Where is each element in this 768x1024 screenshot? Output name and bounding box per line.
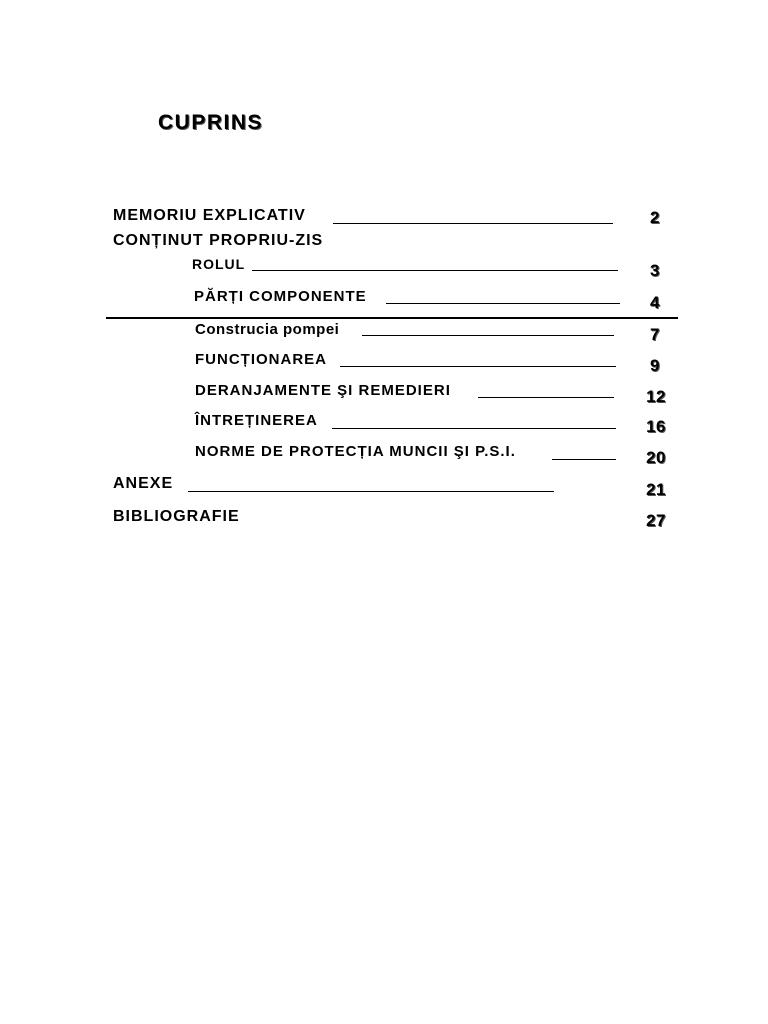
toc-page-number: 12 — [646, 387, 666, 406]
toc-entry-memoriu[interactable]: MEMORIU EXPLICATIV — [113, 207, 306, 224]
toc-page-number: 27 — [646, 511, 666, 530]
toc-entry-intretinerea[interactable]: ÎNTREȚINEREA — [195, 412, 318, 429]
toc-leader — [252, 270, 618, 271]
toc-page-number: 4 — [650, 293, 660, 312]
toc-entry-constructia-pompei[interactable]: Construcia pompei — [195, 321, 340, 338]
toc-leader — [340, 366, 616, 367]
toc-leader — [478, 397, 614, 398]
toc-page-number: 9 — [650, 356, 660, 375]
toc-entry-functionarea[interactable]: FUNCȚIONAREA — [195, 351, 327, 368]
toc-leader — [188, 491, 554, 492]
toc-entry-bibliografie[interactable]: BIBLIOGRAFIE — [113, 508, 240, 525]
toc-leader — [386, 303, 620, 304]
toc-entry-continut[interactable]: CONȚINUT PROPRIU-ZIS — [113, 232, 324, 249]
toc-leader — [333, 223, 613, 224]
toc-entry-parti-componente[interactable]: PĂRȚI COMPONENTE — [194, 288, 367, 305]
toc-entry-norme-protectia[interactable]: NORME DE PROTECȚIA MUNCII ŞI P.S.I. — [195, 443, 516, 460]
toc-entry-anexe[interactable]: ANEXE — [113, 475, 174, 492]
toc-page-number: 21 — [646, 480, 666, 499]
toc-leader — [362, 335, 614, 336]
toc-page-number: 3 — [650, 261, 660, 280]
toc-page-number: 7 — [650, 325, 660, 344]
toc-title: CUPRINS — [158, 111, 264, 134]
toc-page-number: 2 — [650, 208, 660, 227]
toc-entry-deranjamente[interactable]: DERANJAMENTE ŞI REMEDIERI — [195, 382, 451, 399]
horizontal-rule — [106, 317, 678, 319]
toc-entry-rolul[interactable]: ROLUL — [192, 256, 246, 272]
toc-page-number: 20 — [646, 448, 666, 467]
toc-page-number: 16 — [646, 417, 666, 436]
toc-leader — [332, 428, 616, 429]
